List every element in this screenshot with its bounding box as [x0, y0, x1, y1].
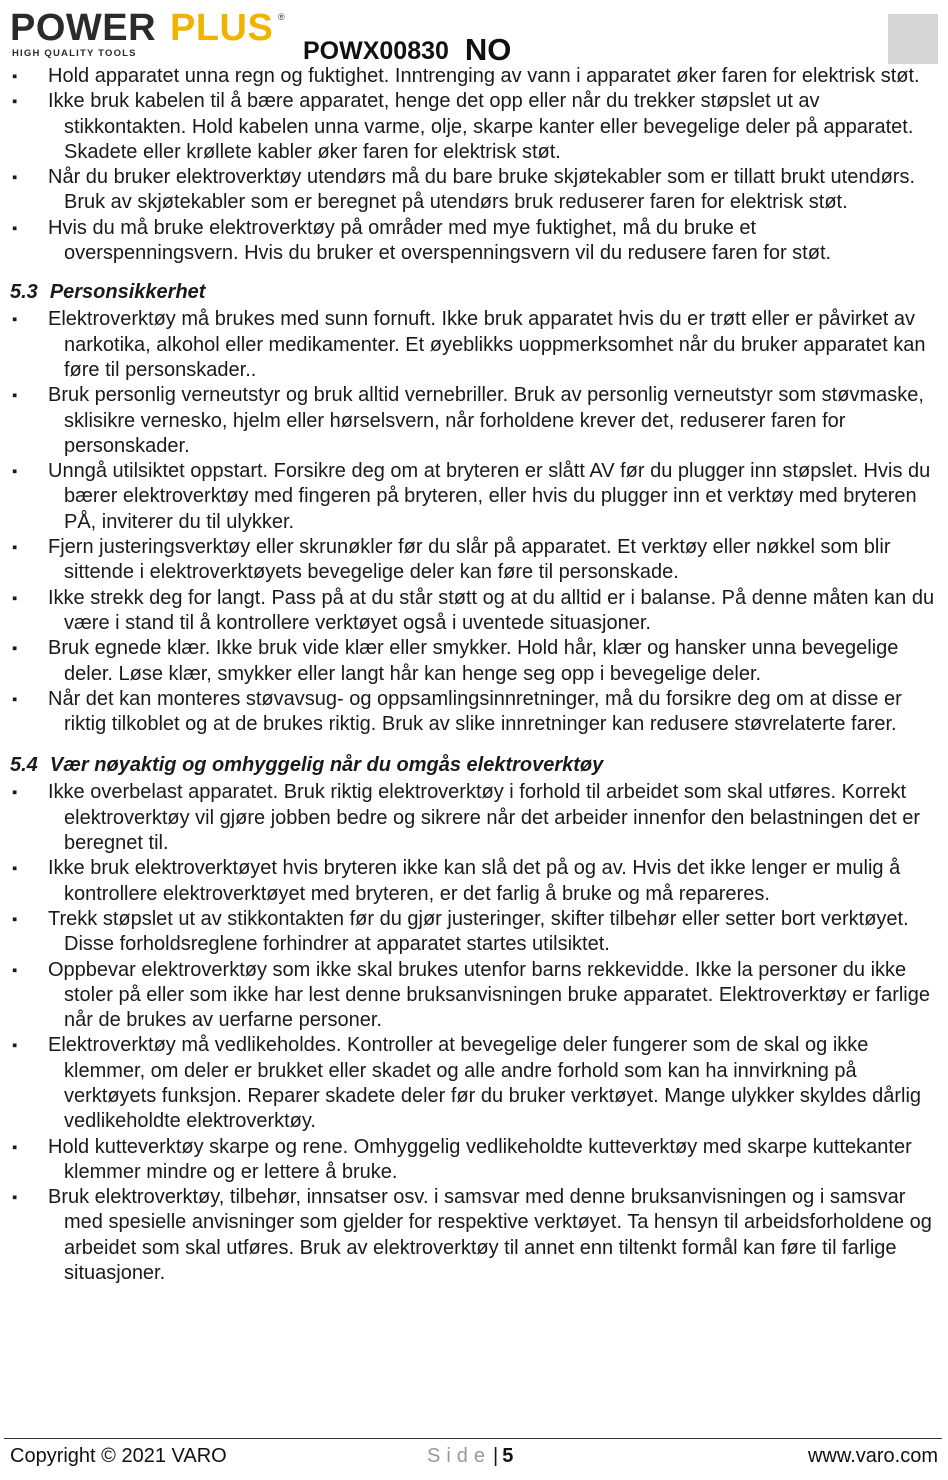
bullet-icon: ▪	[12, 690, 18, 708]
section-title: Vær nøyaktig og omhyggelig når du omgås elektroverktøy	[49, 754, 604, 777]
brand-logo	[10, 8, 285, 58]
list-item-text: Hold apparatet unna regn og fuktighet. Inntrenging av vann i apparatet øker faren for elektrisk støt.	[48, 65, 920, 87]
footer-divider	[4, 1438, 942, 1439]
bullet-icon: ▪	[12, 860, 18, 878]
document-body	[10, 64, 935, 1286]
bullet-icon: ▪	[12, 1138, 18, 1156]
section-5-4-list	[10, 780, 935, 1286]
bullet-icon: ▪	[12, 219, 18, 237]
list-item-text: Ikke bruk kabelen til å bære apparatet, henge det opp eller når du trekker støpslet ut av stikkontakten. Hold kabelen unna varme, olje, skarpe kanter eller bevegelige deler på apparatet. Skadete eller krøllete kabler øker faren for elektrisk støt.	[48, 90, 914, 163]
bullet-icon: ▪	[12, 311, 18, 329]
list-item	[10, 1135, 935, 1186]
list-item-text: Oppbevar elektroverktøy som ikke skal brukes utenfor barns rekkevidde. Ikke la personer du ikke stoler på eller som ikke har lest denne bruksanvisningen bruke apparatet. Elektroverktøy er farlige når de brukes av uerfarne personer.	[48, 958, 930, 1032]
registered-mark: ®	[278, 12, 285, 22]
list-item-text: Trekk støpslet ut av stikkontakten før du gjør justeringer, skifter tilbehør eller setter bort verktøyet. Disse forholdsreglene forhindrer at apparatet startes utilsiktet.	[48, 907, 909, 956]
bullet-icon: ▪	[12, 463, 18, 481]
footer-separator: |	[493, 1445, 499, 1467]
bullet-icon: ▪	[12, 589, 18, 607]
list-item	[10, 958, 935, 1034]
list-item-text: Når det kan monteres støvavsug- og oppsamlingsinnretninger, må du forsikre deg om at disse er riktig tilkoblet og at de brukes riktig. Bruk av slike innretninger kan redusere støvrelaterte farer.	[48, 687, 902, 736]
section-heading-5-3	[10, 280, 935, 305]
list-item-text: Elektroverktøy må brukes med sunn fornuft. Ikke bruk apparatet hvis du er trøtt eller er påvirket av narkotika, alkohol eller medikamenter. Et øyeblikks uoppmerksomhet når du bruker apparatet kan føre til personskader..	[48, 308, 926, 381]
bullet-icon: ▪	[12, 93, 18, 111]
list-item-text: Bruk personlig verneutstyr og bruk alltid vernebriller. Bruk av personlig verneutstyr som støvmaske, sklisikre vernesko, hjelm eller hørselsvern, når forholdene krever det, reduserer faren for personskader.	[48, 384, 924, 457]
section-number: 5.3	[10, 281, 38, 304]
bullet-icon: ▪	[12, 387, 18, 405]
list-item-text: Unngå utilsiktet oppstart. Forsikre deg om at bryteren er slått AV før du plugger inn støpslet. Hvis du bærer elektroverktøy med fingeren på bryteren, eller hvis du plugger inn et verktøy med bryteren PÅ, inviterer du til ulykker.	[48, 460, 931, 533]
list-item-text: Hvis du må bruke elektroverktøy på områder med mye fuktighet, må du bruke et overspenningsvern. Hvis du bruker et overspenningsvern vil du redusere faren for støt.	[48, 216, 832, 265]
list-item-text: Ikke bruk elektroverktøyet hvis bryteren ikke kan slå det på og av. Hvis det ikke lenger er mulig å kontrollere elektroverktøyet med bryteren, er det farlig å bruke og må repareres.	[48, 857, 901, 905]
list-item-text: Hold kutteverktøy skarpe og rene. Omhyggelig vedlikeholdte kutteverktøy med skarpe kuttekanter klemmer mindre og er lettere å bruke.	[48, 1135, 912, 1183]
model-header	[303, 34, 511, 66]
bullet-icon: ▪	[12, 1189, 18, 1207]
list-item-text: Bruk elektroverktøy, tilbehør, innsatser osv. i samsvar med denne bruksanvisningen og i samsvar med spesielle anvisninger som gjelder for respektive verktøyet. Ta hensyn til arbeidsforholdene og arbeidet som skal utføres. Bruk av elektroverktøy til annet enn tiltenkt formål kan føre til farlige situasjoner.	[48, 1186, 932, 1285]
list-item-text: Bruk egnede klær. Ikke bruk vide klær eller smykker. Hold hår, klær og hansker unna bevegelige deler. Løse klær, smykker eller langt hår kan henge seg opp i bevegelige deler.	[48, 637, 899, 685]
list-item	[10, 216, 935, 267]
corner-placeholder-box	[888, 14, 938, 64]
brand-tagline: HIGH QUALITY TOOLS	[12, 48, 137, 59]
bullet-icon: ▪	[12, 68, 18, 85]
bullet-icon: ▪	[12, 640, 18, 658]
list-item-text: Når du bruker elektroverktøy utendørs må du bare bruke skjøtekabler som er tillatt brukt utendørs. Bruk av skjøtekabler som er beregnet på utendørs bruk reduserer faren for elektrisk støt.	[48, 166, 916, 214]
list-item	[10, 636, 935, 687]
bullet-icon: ▪	[12, 961, 18, 979]
list-item	[10, 89, 935, 165]
footer-page-number: 5	[502, 1445, 514, 1467]
list-item	[10, 1185, 935, 1286]
bullet-icon: ▪	[12, 169, 18, 187]
list-item	[10, 383, 935, 459]
bullet-icon: ▪	[12, 1037, 18, 1055]
list-item	[10, 907, 935, 958]
footer-side-label: Side	[427, 1445, 492, 1467]
model-number: POWX00830	[303, 37, 449, 65]
list-item	[10, 64, 935, 89]
section-title: Personsikkerhet	[49, 281, 206, 304]
section-heading-5-4	[10, 753, 935, 778]
bullet-icon: ▪	[12, 910, 18, 928]
brand-logo-plus: PLUS	[170, 7, 274, 49]
list-item	[10, 687, 935, 738]
brand-logo-power: POWER	[10, 7, 157, 49]
bullet-icon: ▪	[12, 539, 18, 557]
section-number: 5.4	[10, 754, 38, 777]
list-item-text: Ikke overbelast apparatet. Bruk riktig elektroverktøy i forhold til arbeidet som skal utføres. Korrekt elektroverktøy vil gjøre jobben bedre og sikrere når det arbeider innenfor den belastningen det er beregnet til.	[48, 781, 921, 855]
list-item	[10, 307, 935, 383]
list-item	[10, 1033, 935, 1134]
list-item	[10, 586, 935, 637]
list-item	[10, 856, 935, 907]
footer-copyright: Copyright © 2021 VARO	[10, 1445, 227, 1467]
language-code: NO	[464, 32, 512, 67]
list-item	[10, 780, 935, 856]
list-item-text: Fjern justeringsverktøy eller skrunøkler før du slår på apparatet. Et verktøy eller nøkkel som blir sittende i elektroverktøyets bevegelige deler kan føre til personskade.	[48, 536, 891, 584]
intro-list	[10, 64, 935, 266]
list-item-text: Ikke strekk deg for langt. Pass på at du står støtt og at du alltid er i balanse. På denne måten kan du være i stand til å kontrollere verktøyet også i uventede situasjoner.	[48, 586, 935, 634]
footer-page-indicator	[427, 1445, 513, 1468]
list-item	[10, 165, 935, 216]
bullet-icon: ▪	[12, 784, 18, 802]
section-5-3-list	[10, 307, 935, 737]
list-item	[10, 459, 935, 535]
footer-website: www.varo.com	[807, 1445, 938, 1467]
list-item-text: Elektroverktøy må vedlikeholdes. Kontroller at bevegelige deler fungerer som de skal og ikke klemmer, om deler er brukket eller skadet og alle andre forhold som kan ha innvirkning på verktøyets funksjon. Reparer skadete deler før du bruker verktøyet. Mange ulykker skyldes dårlig vedlikeholdte elektroverktøy.	[48, 1034, 922, 1133]
list-item	[10, 535, 935, 586]
